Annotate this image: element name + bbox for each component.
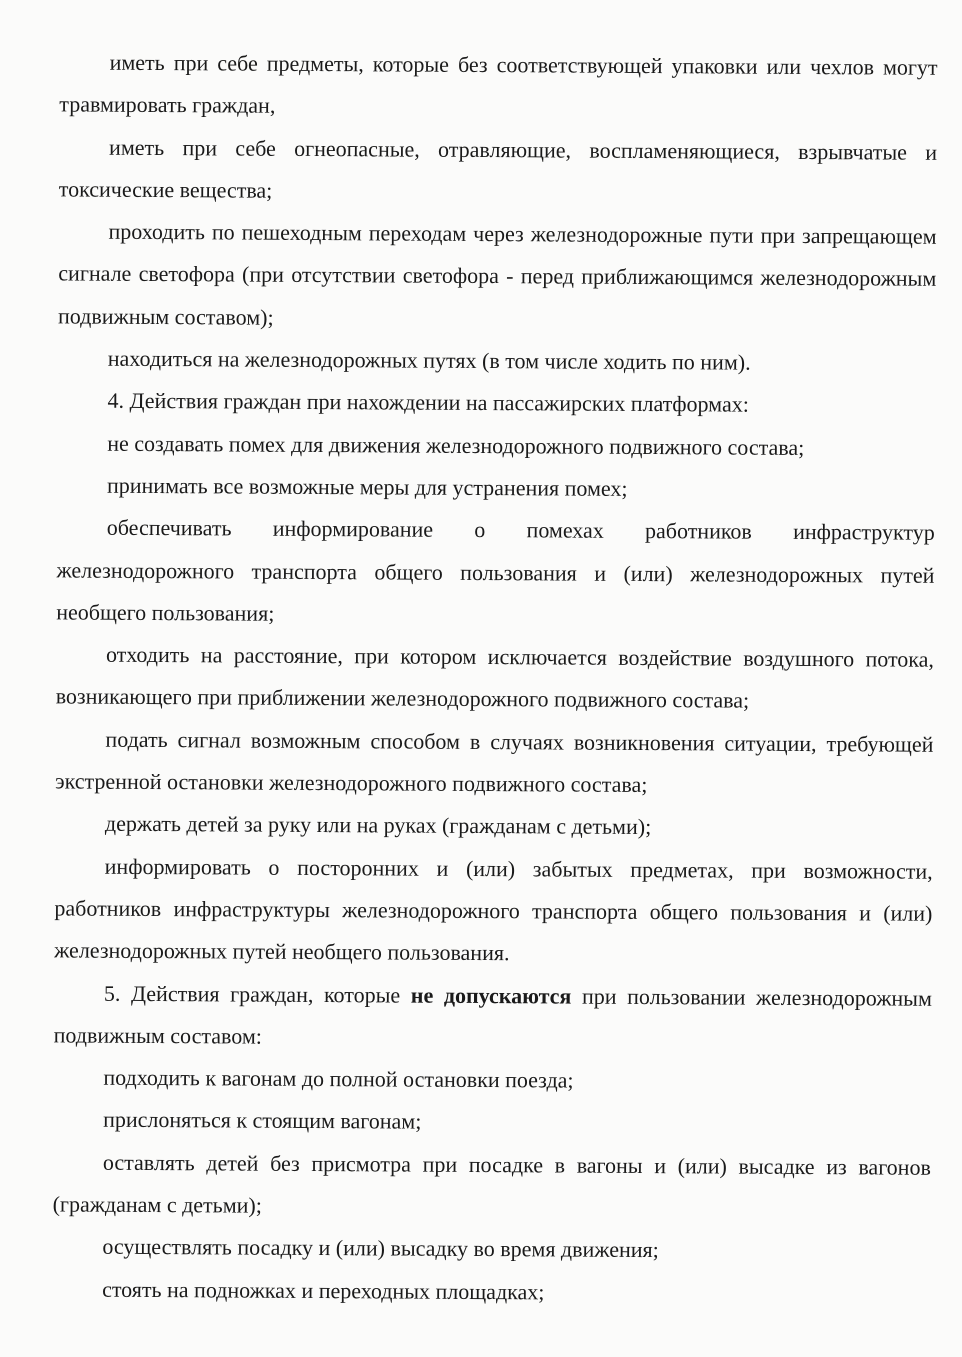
section-5-lead: 5. Действия граждан, которые <box>103 980 401 1008</box>
section-5-emphasis: не допускаются <box>410 982 572 1009</box>
paragraph: отходить на расстояние, при котором исключается воздействие воздушного потока, возникающего при приближении железнодорожного подвижного состава; <box>55 641 935 714</box>
paragraph: находиться на железнодорожных путях (в том числе ходить по ним). <box>107 345 751 375</box>
paragraph: не создавать помех для движения железнодорожного подвижного состава; <box>107 430 805 460</box>
paragraph: иметь при себе огнеопасные, отравляющие, воспламеняющиеся, взрывчатые и токсические вещества; <box>58 134 938 203</box>
paragraph: информировать о посторонних и (или) забытых предметах, при возможности, работников инфраструктуры железнодорожного транспорта общего пользования и (или) железнодорожных путей необщего пользования. <box>54 853 933 966</box>
section-heading-4: 4. Действия граждан при нахождении на пассажирских платформах: <box>107 388 749 418</box>
section-5-tail: при пользовании железнодорожным подвижным составом: <box>53 983 933 1049</box>
paragraph: проходить по пешеходным переходам через железнодорожные пути при запрещающем сигнале светофора (при отсутствии светофора - перед приближающимся железнодорожным подвижным составом); <box>57 218 937 330</box>
paragraph: иметь при себе предметы, которые без соответствующей упаковки или чехлов могут травмировать граждан, <box>59 49 938 119</box>
paragraph: осуществлять посадку и (или) высадку во время движения; <box>102 1234 659 1263</box>
paragraph: принимать все возможные меры для устранения помех; <box>106 472 628 501</box>
paragraph: обеспечивать информирование о помехах работников инфраструктур железнодорожного транспорта общего пользования и (или) железнодорожных путей необщего пользования; <box>56 514 935 626</box>
paragraph: оставлять детей без присмотра при посадке в вагоны и (или) высадке из вагонов (гражданам с детьми); <box>52 1149 931 1218</box>
section-heading-5 <box>54 972 933 1062</box>
paragraph: стоять на подножках и переходных площадках; <box>102 1276 545 1305</box>
paragraph: прислоняться к стоящим вагонам; <box>103 1107 422 1135</box>
paragraph: подать сигнал возможным способом в случаях возникновения ситуации, требующей экстренной остановки железнодорожного подвижного состава; <box>55 726 934 798</box>
paragraph: держать детей за руку или на руках (гражданам с детьми); <box>104 811 652 840</box>
paragraph: подходить к вагонам до полной остановки поезда; <box>103 1064 574 1093</box>
